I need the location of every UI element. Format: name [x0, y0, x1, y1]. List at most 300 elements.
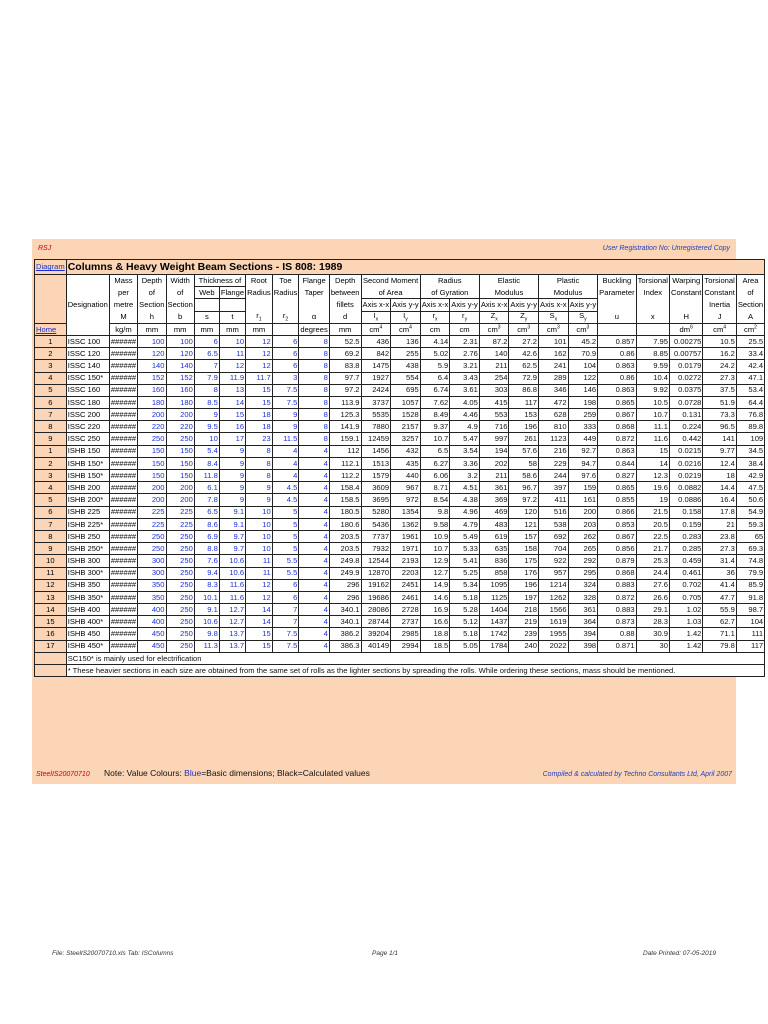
value-cell: 4 [299, 543, 329, 555]
value-cell: 85.9 [736, 579, 764, 591]
value-cell: 47.1 [736, 372, 764, 384]
value-cell: 220 [166, 421, 194, 433]
value-cell: 28744 [361, 616, 391, 628]
value-cell: 16.4 [703, 494, 736, 506]
value-cell: 96.5 [703, 421, 736, 433]
value-cell: 7.62 [420, 396, 450, 408]
mass-cell: ###### [110, 409, 137, 419]
value-cell: 9.5 [194, 421, 219, 433]
value-cell: 8 [246, 470, 273, 482]
value-cell: 5.5 [272, 555, 299, 567]
designation-cell: ISHB 225 [66, 506, 109, 518]
value-cell: 15 [636, 445, 669, 457]
note-blue: Blue [184, 768, 202, 778]
hdr2-taper: Taper [299, 287, 329, 299]
value-cell: 2728 [391, 604, 421, 616]
value-cell: 11.9 [219, 372, 245, 384]
value-cell: 52.5 [329, 335, 361, 347]
table-row [35, 567, 765, 579]
value-cell: 9.77 [703, 445, 736, 457]
hdr2-of-gyration: of Gyration [420, 287, 479, 299]
value-cell: 5.18 [450, 628, 480, 640]
value-cell: 153 [509, 409, 539, 421]
value-cell: 150 [138, 470, 166, 482]
value-cell: 225 [166, 518, 194, 530]
value-cell: 4 [299, 530, 329, 542]
sym-s: s [194, 311, 219, 323]
value-cell: 150 [166, 457, 194, 469]
value-cell: 8.3 [194, 579, 219, 591]
value-cell: 28.3 [636, 616, 669, 628]
unit-cm-ry: cm [450, 323, 480, 335]
value-cell: 9.7 [219, 530, 245, 542]
sym-ix: $I_x$ [361, 311, 391, 323]
value-cell: 198 [568, 396, 598, 408]
value-cell: 346 [539, 384, 569, 396]
value-cell: 4 [299, 506, 329, 518]
value-cell: 197 [509, 591, 539, 603]
row-number: 15 [35, 616, 67, 628]
mass-cell: ###### [110, 373, 137, 383]
value-cell: 9.59 [636, 360, 669, 372]
hdr2-of-area: of Area [361, 287, 420, 299]
value-cell: 361 [568, 604, 598, 616]
designation-cell: ISSC 120 [66, 348, 109, 360]
value-cell: 27.2 [509, 335, 539, 347]
value-cell: 27.3 [703, 372, 736, 384]
value-cell: 220 [138, 421, 166, 433]
value-cell: 265 [568, 543, 598, 555]
value-cell: 16.6 [420, 616, 450, 628]
value-cell: 0.872 [598, 433, 636, 445]
row-number: 17 [35, 640, 67, 652]
value-cell: 30 [636, 640, 669, 652]
row-number: 11 [35, 567, 67, 579]
value-cell: 400 [138, 604, 166, 616]
value-cell: 300 [138, 567, 166, 579]
value-cell: 14.9 [420, 579, 450, 591]
sym-sx: $S_x$ [539, 311, 569, 323]
value-cell: 45.2 [568, 335, 598, 347]
sym-u: u [598, 311, 636, 323]
value-cell: 180 [138, 396, 166, 408]
value-cell: 4 [299, 445, 329, 457]
row-number: 10 [35, 555, 67, 567]
designation-cell: ISHB 300* [66, 567, 109, 579]
value-cell: 1528 [391, 409, 421, 421]
value-cell: 1.42 [670, 628, 703, 640]
value-cell: 12.7 [420, 567, 450, 579]
value-cell: 11.8 [194, 470, 219, 482]
designation-cell: ISHB 450* [66, 640, 109, 652]
value-cell: 42.6 [509, 348, 539, 360]
value-cell: 6 [272, 360, 299, 372]
value-cell: 3.61 [450, 384, 480, 396]
value-cell: 1955 [539, 628, 569, 640]
value-cell: 6.74 [420, 384, 450, 396]
value-cell: 141 [703, 433, 736, 445]
value-cell: 87.2 [479, 335, 509, 347]
value-cell: 180.5 [329, 506, 361, 518]
hdr2-parameter: Parameter [599, 287, 635, 297]
designation-cell: ISHB 150 [66, 445, 109, 457]
sym-h-warping: H [670, 311, 703, 323]
value-cell: 0.867 [598, 530, 636, 542]
value-cell: 14 [219, 396, 245, 408]
value-cell: 125.3 [329, 409, 361, 421]
value-cell: 386.3 [329, 640, 361, 652]
row-number: 5 [35, 384, 67, 396]
hdr-root: Root [246, 275, 273, 287]
hdr-torsional-const: Torsional [704, 276, 735, 286]
hdr2-radius-2: Radius [273, 287, 298, 297]
value-cell: 91.8 [736, 591, 764, 603]
value-cell: 0.883 [598, 604, 636, 616]
value-cell: 386.2 [329, 628, 361, 640]
sym-h: h [138, 311, 166, 323]
value-cell: 695 [391, 384, 421, 396]
value-cell: 432 [391, 445, 421, 457]
value-cell: 62.7 [703, 616, 736, 628]
value-cell: 112 [329, 445, 361, 457]
top-row [38, 242, 730, 255]
value-cell: 2.76 [450, 348, 480, 360]
value-cell: 9 [246, 494, 273, 506]
value-cell: 10 [246, 506, 273, 518]
hdr2-flange: Flange [220, 287, 245, 297]
value-cell: 261 [509, 433, 539, 445]
value-cell: 202 [479, 457, 509, 469]
value-cell: 54.9 [736, 506, 764, 518]
value-cell: 0.827 [598, 470, 636, 482]
compiled-by-label: Compiled & calculated by Techno Consultants Ltd, April 2007 [542, 771, 732, 778]
value-cell: 8 [194, 384, 219, 396]
value-cell: 249.9 [329, 567, 361, 579]
value-cell: 5.12 [450, 616, 480, 628]
designation-cell: ISSC 160 [66, 384, 109, 396]
value-cell: 62.5 [509, 360, 539, 372]
home-link[interactable]: Home [35, 323, 67, 335]
value-cell: 18 [246, 421, 273, 433]
value-cell: 364 [568, 616, 598, 628]
row-number: 2 [35, 457, 67, 469]
table-row [35, 482, 765, 494]
hdr3-iy-axis: Axis y-y [392, 300, 419, 310]
value-cell: 340.1 [329, 616, 361, 628]
value-cell: 100 [138, 335, 166, 347]
mass-cell: ###### [110, 531, 137, 541]
value-cell: 0.873 [598, 616, 636, 628]
value-cell: 104 [568, 360, 598, 372]
row-number: 6 [35, 396, 67, 408]
value-cell: 436 [361, 335, 391, 347]
hdr2-of-2: of [166, 287, 194, 299]
value-cell: 158 [509, 543, 539, 555]
value-cell: 292 [568, 555, 598, 567]
value-cell: 7.9 [194, 372, 219, 384]
value-cell: 30.9 [636, 628, 669, 640]
mass-cell: ###### [110, 482, 137, 492]
mass-cell: ###### [110, 580, 137, 590]
value-cell: 21 [703, 518, 736, 530]
value-cell: 5 [272, 518, 299, 530]
hdr-flange: Flange [299, 275, 329, 287]
row-number: 14 [35, 604, 67, 616]
value-cell: 1456 [361, 445, 391, 457]
value-cell: 74.8 [736, 555, 764, 567]
value-cell: 300 [138, 555, 166, 567]
value-cell: 997 [479, 433, 509, 445]
row-number: 7 [35, 409, 67, 421]
value-cell: 3.36 [450, 457, 480, 469]
value-cell: 250 [166, 530, 194, 542]
diagram-link[interactable]: Diagram [35, 260, 67, 275]
value-cell: 10.7 [636, 409, 669, 421]
designation-cell: ISHB 250* [66, 543, 109, 555]
value-cell: 219 [509, 616, 539, 628]
value-cell: 3609 [361, 482, 391, 494]
hdr2-of-1: of [138, 287, 166, 299]
value-cell: 5280 [361, 506, 391, 518]
row-number: 1 [35, 445, 67, 457]
value-cell: 218 [509, 604, 539, 616]
value-cell: 4 [299, 457, 329, 469]
value-cell: 12 [246, 360, 273, 372]
value-cell: 9.1 [194, 604, 219, 616]
columns-table [34, 259, 765, 677]
value-cell: 0.158 [670, 506, 703, 518]
hdr3-section-3: Section [737, 300, 764, 310]
value-cell: 250 [138, 433, 166, 445]
value-cell: 24.4 [636, 567, 669, 579]
unit-u [598, 323, 636, 335]
value-cell: 704 [539, 543, 569, 555]
value-cell: 0.442 [670, 433, 703, 445]
value-cell: 6 [272, 335, 299, 347]
value-cell: 6 [194, 335, 219, 347]
unit-dm6: $dm^6$ [670, 323, 703, 335]
value-cell: 97.7 [329, 372, 361, 384]
value-cell: 333 [568, 421, 598, 433]
mass-cell: ###### [110, 556, 137, 566]
value-cell: 0.86 [598, 372, 636, 384]
mass-cell: ###### [110, 397, 137, 407]
value-cell: 4.46 [450, 409, 480, 421]
value-cell: 72.9 [509, 372, 539, 384]
table-row [35, 640, 765, 652]
table-row [35, 396, 765, 408]
value-cell: 400 [138, 616, 166, 628]
value-cell: 3 [272, 372, 299, 384]
sym-j: J [703, 311, 736, 323]
value-cell: 180 [166, 396, 194, 408]
value-cell: 4.5 [272, 482, 299, 494]
value-cell: 295 [568, 567, 598, 579]
value-cell: 7.6 [194, 555, 219, 567]
unit-mm-b: mm [166, 323, 194, 335]
table-row [35, 579, 765, 591]
value-cell: 5.25 [450, 567, 480, 579]
value-cell: 64.4 [736, 396, 764, 408]
value-cell: 4.14 [420, 335, 450, 347]
hdr2-between: between [330, 287, 360, 297]
value-cell: 0.0215 [670, 445, 703, 457]
table-row [35, 530, 765, 542]
value-cell: 11.3 [194, 640, 219, 652]
value-cell: 26.6 [636, 591, 669, 603]
value-cell: 112.1 [329, 457, 361, 469]
value-cell: 10.5 [636, 396, 669, 408]
unit-cm3-zx: $cm^3$ [479, 323, 509, 335]
row-number: 16 [35, 628, 67, 640]
value-cell: 9.58 [420, 518, 450, 530]
value-cell: 216 [539, 445, 569, 457]
value-cell: 328 [568, 591, 598, 603]
value-cell: 296 [329, 579, 361, 591]
value-cell: 150 [138, 445, 166, 457]
value-cell: 394 [568, 628, 598, 640]
value-cell: 1354 [391, 506, 421, 518]
value-cell: 922 [539, 555, 569, 567]
value-cell: 136 [391, 335, 421, 347]
value-cell: 96.7 [509, 482, 539, 494]
value-cell: 22.5 [636, 530, 669, 542]
value-cell: 34.5 [736, 445, 764, 457]
value-cell: 41.4 [703, 579, 736, 591]
value-cell: 4.5 [272, 494, 299, 506]
value-cell: 296 [329, 591, 361, 603]
value-cell: 83.8 [329, 360, 361, 372]
value-cell: 1.02 [670, 604, 703, 616]
sym-t: t [219, 311, 245, 323]
value-cell: 411 [539, 494, 569, 506]
value-cell: 16 [219, 421, 245, 433]
hdr3-section-1: Section [139, 300, 165, 310]
value-cell: 5 [272, 543, 299, 555]
value-cell: 120 [509, 506, 539, 518]
mass-cell: ###### [110, 629, 137, 639]
value-cell: 0.0179 [670, 360, 703, 372]
value-cell: 15 [246, 384, 273, 396]
table-row [35, 591, 765, 603]
value-cell: 842 [361, 348, 391, 360]
value-cell: 350 [138, 591, 166, 603]
value-cell: 8.5 [194, 396, 219, 408]
value-cell: 0.867 [598, 409, 636, 421]
hdr3-inertia: Inertia [703, 299, 736, 311]
value-cell: 19.6 [636, 482, 669, 494]
value-cell: 250 [166, 579, 194, 591]
value-cell: 58 [509, 457, 539, 469]
value-cell: 397 [539, 482, 569, 494]
value-cell: 117 [509, 396, 539, 408]
value-cell: 6 [272, 348, 299, 360]
table-row [35, 384, 765, 396]
value-cell: 21.5 [636, 506, 669, 518]
value-cell: 200 [568, 506, 598, 518]
value-cell: 11.7 [246, 372, 273, 384]
value-cell: 18 [246, 409, 273, 421]
value-cell: 1125 [479, 591, 509, 603]
table-row [35, 555, 765, 567]
value-cell: 1742 [479, 628, 509, 640]
value-cell: 29.1 [636, 604, 669, 616]
hdr3-fillets: fillets [329, 299, 361, 311]
table-row [35, 494, 765, 506]
hdr3-ix-axis: Axis x-x [362, 300, 390, 310]
unit-cm4-j: $cm^4$ [703, 323, 736, 335]
value-cell: 12459 [361, 433, 391, 445]
unit-cm4-ix: $cm^4$ [361, 323, 391, 335]
value-cell: 4 [299, 604, 329, 616]
row-number: 8 [35, 530, 67, 542]
mass-cell: ###### [110, 336, 137, 346]
value-cell: 4 [272, 457, 299, 469]
mass-cell: ###### [110, 604, 137, 614]
mass-cell: ###### [110, 446, 137, 456]
value-cell: 8 [299, 335, 329, 347]
hdr-depth-between: Depth [329, 275, 361, 287]
sym-x: x [636, 311, 669, 323]
value-cell: 36 [703, 567, 736, 579]
value-cell: 5.47 [450, 433, 480, 445]
sym-a: A [736, 311, 764, 323]
value-cell: 0.865 [598, 396, 636, 408]
value-cell: 5436 [361, 518, 391, 530]
value-cell: 1057 [391, 396, 421, 408]
value-cell: 967 [391, 482, 421, 494]
value-cell: 10.7 [420, 433, 450, 445]
value-cell: 10 [194, 433, 219, 445]
value-cell: 2461 [391, 591, 421, 603]
value-cell: 4.51 [450, 482, 480, 494]
value-colour-note [104, 768, 370, 778]
designation-cell: ISHB 350* [66, 591, 109, 603]
mass-cell: ###### [110, 422, 137, 432]
value-cell: 361 [479, 482, 509, 494]
table-row [35, 433, 765, 445]
value-cell: 5.49 [450, 530, 480, 542]
designation-cell: ISHB 400 [66, 604, 109, 616]
table-row [35, 616, 765, 628]
value-cell: 398 [568, 640, 598, 652]
footer-page: Page 1/1 [372, 950, 399, 957]
row-number: 6 [35, 506, 67, 518]
value-cell: 14 [246, 604, 273, 616]
value-cell: 4 [299, 567, 329, 579]
unit-cm2: $cm^2$ [736, 323, 764, 335]
row-number: 3 [35, 360, 67, 372]
value-cell: 100 [166, 335, 194, 347]
value-cell: 0.0886 [670, 494, 703, 506]
value-cell: 8.8 [194, 543, 219, 555]
value-cell: 120 [166, 348, 194, 360]
value-cell: 15 [246, 396, 273, 408]
value-cell: 4.96 [450, 506, 480, 518]
value-cell: 8 [299, 396, 329, 408]
value-cell: 692 [539, 530, 569, 542]
value-cell: 7.5 [272, 396, 299, 408]
value-cell: 1475 [361, 360, 391, 372]
value-cell: 250 [166, 628, 194, 640]
row-number: 12 [35, 579, 67, 591]
hdr-elastic: Elastic [479, 275, 538, 287]
value-cell: 0.863 [598, 445, 636, 457]
value-cell: 9 [219, 494, 245, 506]
table-row [35, 457, 765, 469]
value-cell: 554 [391, 372, 421, 384]
value-cell: 0.0882 [670, 482, 703, 494]
